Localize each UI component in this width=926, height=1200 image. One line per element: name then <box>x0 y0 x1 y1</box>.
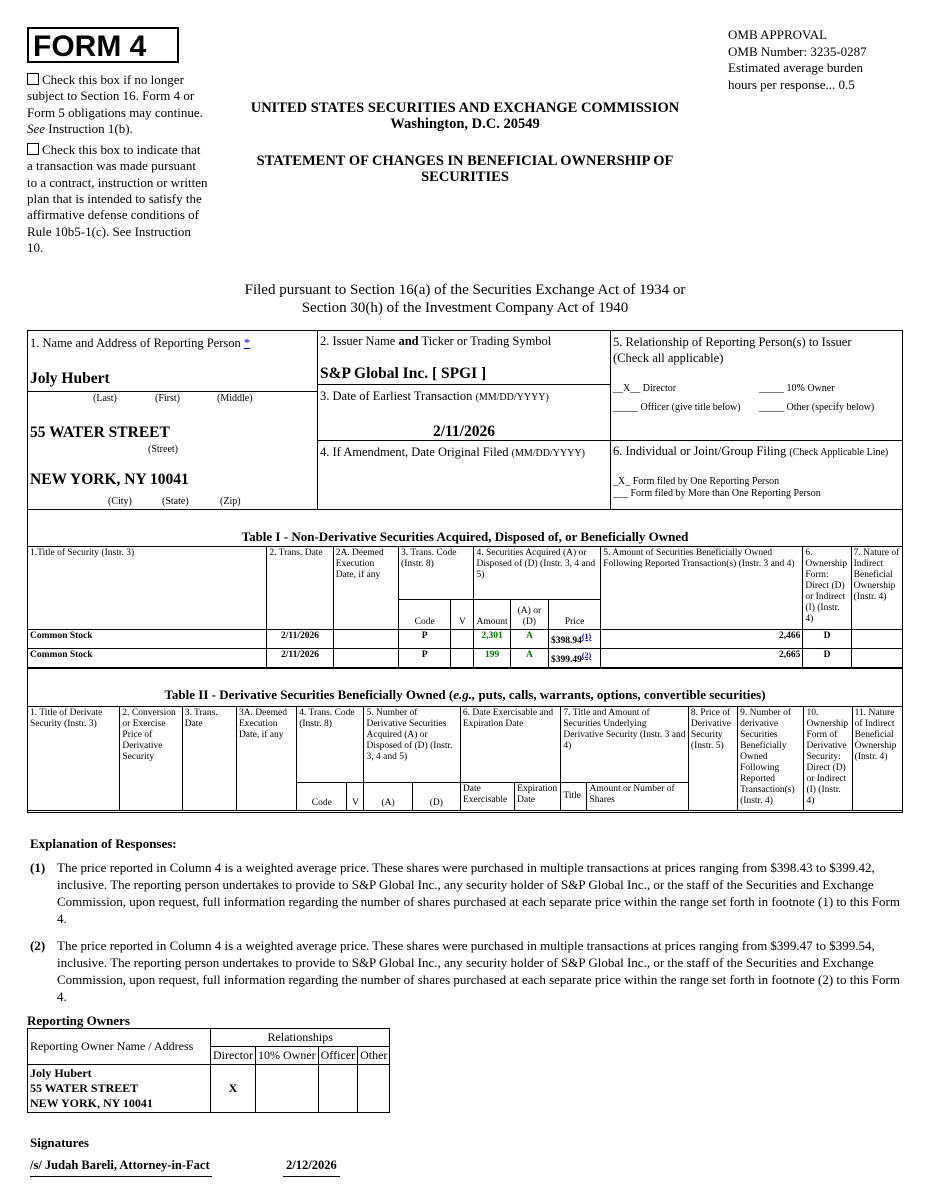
director-option: Director <box>642 383 677 394</box>
explanation-of-responses <box>30 835 900 1015</box>
footnote-2-link[interactable]: (2) <box>581 651 592 661</box>
reporting-person-street: 55 WATER STREET <box>30 424 170 441</box>
footnote-2: (2) The price reported in Column 4 is a weighted average price. These shares were purchased in multiple transactions at prices ranging from $399.47 to $399.54, inclusive. The reporting person undertakes to provide to S&P Global Inc., any security holder of S&P Global Inc., or the staff of the Securities and Exchange Commission, upon request, full information regarding the number of shares purchased at each separate price within the range set forth in footnote (2) to this Form 4. <box>30 938 900 1004</box>
rule10b5-checkbox[interactable] <box>27 143 39 155</box>
table2: 1. Title of Derivate Security (Instr. 3) 2. Conversion or Exercise Price of Derivative Security 3. Trans. Date 3A. Deemed Execution Date, if any 4. Trans. Code (Instr. 8) 5. Number of Derivative Securities Acquired (A) or Disposed of (D) (Instr. 3, 4 and 5) 6. Date Exercisable and Expiration Date 7. Title and Amount of Securities Underlying Derivative Security (Instr. 3 and 4) 8. Price of Derivative Security (Instr. 5) 9. Number of derivative Securities Beneficially Owned Following Reported Transaction(s) (Instr. 4) 10. Ownership Form of Derivative Security: Direct (D) or Indirect (I) (Instr. 4) 11. Nature of Indirect Beneficial Ownership (Instr. 4) Code V (A) (D) Date Exercisable Expiration Date Title Amount or Number of Shares <box>27 706 903 811</box>
footnote-1: (1) The price reported in Column 4 is a weighted average price. These shares were purchased in multiple transactions at prices ranging from $398.43 to $399.42, inclusive. The reporting person undertakes to provide to S&P Global Inc., any security holder of S&P Global Inc., or the staff of the Securities and Exchange Commission, upon request, full information regarding the number of shares purchased at each separate price within the range set forth in footnote (1) to this Form 4. <box>30 860 900 926</box>
box4-amendment: 4. If Amendment, Date Original Filed (MM/DD/YYYY) <box>317 440 611 510</box>
table2-title: Table II - Derivative Securities Beneficially Owned (e.g., puts, calls, warrants, options, convertible securities) <box>164 687 766 702</box>
filed-pursuant: Filed pursuant to Section 16(a) of the Securities Exchange Act of 1934 or Section 30(h) of the Investment Company Act of 1940 <box>244 282 686 316</box>
reporting-person-name: Joly Hubert <box>30 370 110 387</box>
box5-relationship: 5. Relationship of Reporting Person(s) to Issuer (Check all applicable) __X__ Director _____ 10% Owner _____ Officer (give title below) _____ Other (specify below) <box>610 330 903 441</box>
agency-header: UNITED STATES SECURITIES AND EXCHANGE COMMISSION Washington, D.C. 20549 <box>250 100 680 132</box>
explanation-heading: Explanation of Responses: <box>30 836 177 851</box>
instruction-checkboxes: Check this box if no longer subject to Section 16. Form 4 or Form 5 obligations may continue. See Instruction 1(b). Check this box to indicate that a transaction was made pursuant to a contract, instruction or written plan that is intended to satisfy the affirmative defense conditions of Rule 10b5-1(c). See Instruction 10. <box>27 72 208 255</box>
statement-header: STATEMENT OF CHANGES IN BENEFICIAL OWNERSHIP OF SECURITIES <box>256 153 674 185</box>
table-row: Common Stock 2/11/2026 P 199 A $399.49$^{(2)}$ 2,665 D <box>28 649 903 668</box>
signature-date: 2/12/2026 <box>283 1158 340 1177</box>
table1-title: Table I - Non-Derivative Securities Acquired, Disposed of, or Beneficially Owned <box>241 529 689 544</box>
table-row: Common Stock 2/11/2026 P 2,301 A $398.94$^{(1)}$ 2,466 D <box>28 630 903 649</box>
director-mark: X <box>211 1065 256 1113</box>
other-option: Other (specify below) <box>786 402 875 413</box>
earliest-transaction-date: 2/11/2026 <box>432 423 495 440</box>
star-link[interactable]: * <box>243 336 251 350</box>
one-person-filing: Form filed by One Reporting Person <box>632 476 780 487</box>
table1: 1.Title of Security (Instr. 3) 2. Trans. Date 2A. Deemed Execution Date, if any 3. Trans. Code (Instr. 8) 4. Securities Acquired (A) or Disposed of (D) (Instr. 3, 4 and 5) 5. Amount of Securities Beneficially Owned Following Reported Transaction(s) (Instr. 3 and 4) 6. Ownership Form: Direct (D) or Indirect (I) (Instr. 4) 7. Nature of Indirect Beneficial Ownership (Instr. 4) Code V Amount (A) or (D) Price Common Stock 2/11/2026 P 2,301 A $398.94$^{(1)}$ 2,466 D Common Stock 2/11/2026 P 199 A $399.49$^{(2)}$ 2,665 D <box>27 546 903 668</box>
table-row: Joly Hubert 55 WATER STREET NEW YORK, NY 10041 X <box>28 1065 390 1113</box>
box2-issuer: 2. Issuer Name and Ticker or Trading Symbol S&P Global Inc. [ SPGI ] <box>317 330 611 385</box>
group-filing: Form filed by More than One Reporting Person <box>630 488 821 499</box>
reporting-owners-heading: Reporting Owners <box>27 1013 130 1028</box>
footnote-1-link[interactable]: (1) <box>581 632 592 641</box>
issuer-name: S&P Global Inc. [ SPGI ] <box>320 365 487 382</box>
form-title: FORM 4 <box>27 27 179 63</box>
omb-approval: OMB APPROVAL OMB Number: 3235-0287 Estimated average burden hours per response... 0.5 <box>728 27 867 92</box>
signer: /s/ Judah Bareli, Attorney-in-Fact <box>30 1158 212 1177</box>
reporting-person-city: NEW YORK, NY 10041 <box>30 471 189 488</box>
box3-earliest-transaction: 3. Date of Earliest Transaction (MM/DD/YYYY) 2/11/2026 <box>317 384 611 441</box>
box1-reporting-person: 1. Name and Address of Reporting Person * Joly Hubert (Last) (First) (Middle) 55 WATER STREET (Street) NEW YORK, NY 10041 (City) (State) (Zip) <box>27 330 318 510</box>
box6-filing: 6. Individual or Joint/Group Filing (Check Applicable Line) _X_ Form filed by One Reporting Person ___ Form filed by More than One Reporting Person <box>610 440 903 510</box>
ten-percent-owner-option: 10% Owner <box>786 383 835 394</box>
section16-checkbox[interactable] <box>27 73 39 85</box>
reporting-owners-table: Reporting Owner Name / Address Relationships Director 10% Owner Officer Other Joly Hubert 55 WATER STREET NEW YORK, NY 10041 X <box>27 1028 390 1113</box>
signatures-heading: Signatures <box>30 1135 89 1150</box>
officer-option: Officer (give title below) <box>640 402 741 413</box>
